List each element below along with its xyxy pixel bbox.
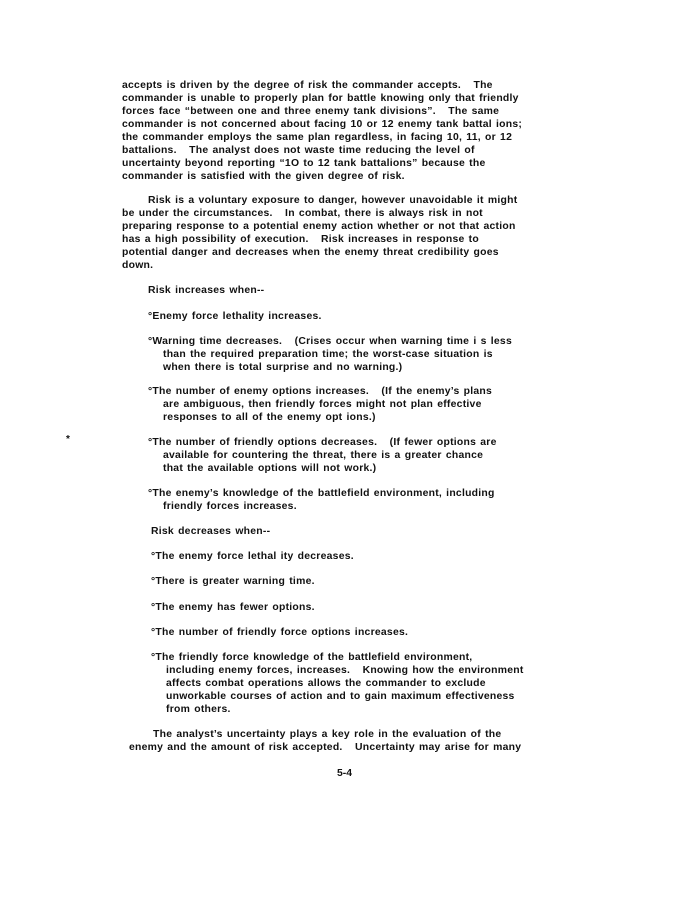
margin-mark: * (66, 434, 70, 445)
bullet-item-continuation: affects combat operations allows the commander to exclude (166, 678, 486, 689)
paragraph-line: enemy and the amount of risk accepted. Uncertainty may arise for many (129, 742, 522, 753)
bullet-item-continuation: unworkable courses of action and to gain maximum effectiveness (166, 691, 515, 702)
page-number: 5-4 (337, 768, 353, 779)
paragraph-line: Risk is a voluntary exposure to danger, however unavoidable it might (148, 195, 518, 206)
bullet-item-continuation: when there is total surprise and no warning.) (163, 362, 403, 373)
paragraph-line: uncertainty beyond reporting “1O to 12 tank battalions” because the (122, 158, 486, 169)
paragraph-line: commander is satisfied with the given degree of risk. (122, 171, 405, 182)
bullet-item-continuation: than the required preparation time; the worst-case situation is (163, 349, 493, 360)
bullet-item-continuation: available for countering the threat, there is a greater chance (163, 450, 484, 461)
paragraph-line: potential danger and decreases when the enemy threat credibility goes (122, 247, 499, 258)
bullet-item: °The number of friendly options decreases. (If fewer options are (148, 437, 497, 448)
bullet-item: °The enemy’s knowledge of the battlefield environment, including (148, 488, 495, 499)
paragraph-line: forces face “between one and three enemy tank divisions”. The same (122, 106, 500, 117)
bullet-item-continuation: are ambiguous, then friendly forces might not plan effective (163, 399, 482, 410)
paragraph-line: commander is not concerned about facing 10 or 12 enemy tank battal ions; (122, 119, 523, 130)
bullet-item: °The enemy has fewer options. (151, 602, 315, 613)
bullet-item: °There is greater warning time. (151, 576, 315, 587)
paragraph-line: accepts is driven by the degree of risk the commander accepts. The (122, 80, 493, 91)
bullet-item-continuation: including enemy forces, increases. Knowing how the environment (166, 665, 524, 676)
bullet-item: °The enemy force lethal ity decreases. (151, 551, 354, 562)
paragraph-line: the commander employs the same plan regardless, in facing 10, 11, or 12 (122, 132, 513, 143)
paragraph-line: has a high possibility of execution. Risk increases in response to (122, 234, 479, 245)
bullet-item: °The number of friendly force options increases. (151, 627, 409, 638)
bullet-item: °The number of enemy options increases. (If the enemy’s plans (148, 386, 493, 397)
paragraph-line: preparing response to a potential enemy action whether or not that action (122, 221, 516, 232)
section-heading: Risk increases when-- (148, 285, 265, 296)
bullet-item: °The friendly force knowledge of the battlefield environment, (151, 652, 473, 663)
paragraph-line: down. (122, 260, 154, 271)
paragraph-line: battalions. The analyst does not waste time reducing the level of (122, 145, 475, 156)
bullet-item: °Warning time decreases. (Crises occur when warning time i s less (148, 336, 512, 347)
paragraph-line: The analyst’s uncertainty plays a key role in the evaluation of the (153, 729, 502, 740)
section-heading: Risk decreases when-- (151, 526, 271, 537)
bullet-item-continuation: friendly forces increases. (163, 501, 297, 512)
paragraph-line: be under the circumstances. In combat, there is always risk in not (122, 208, 483, 219)
bullet-item: °Enemy force lethality increases. (148, 311, 322, 322)
bullet-item-continuation: from others. (166, 704, 231, 715)
paragraph-line: commander is unable to properly plan for battle knowing only that friendly (122, 93, 519, 104)
bullet-item-continuation: responses to all of the enemy opt ions.) (163, 412, 376, 423)
bullet-item-continuation: that the available options will not work.) (163, 463, 377, 474)
